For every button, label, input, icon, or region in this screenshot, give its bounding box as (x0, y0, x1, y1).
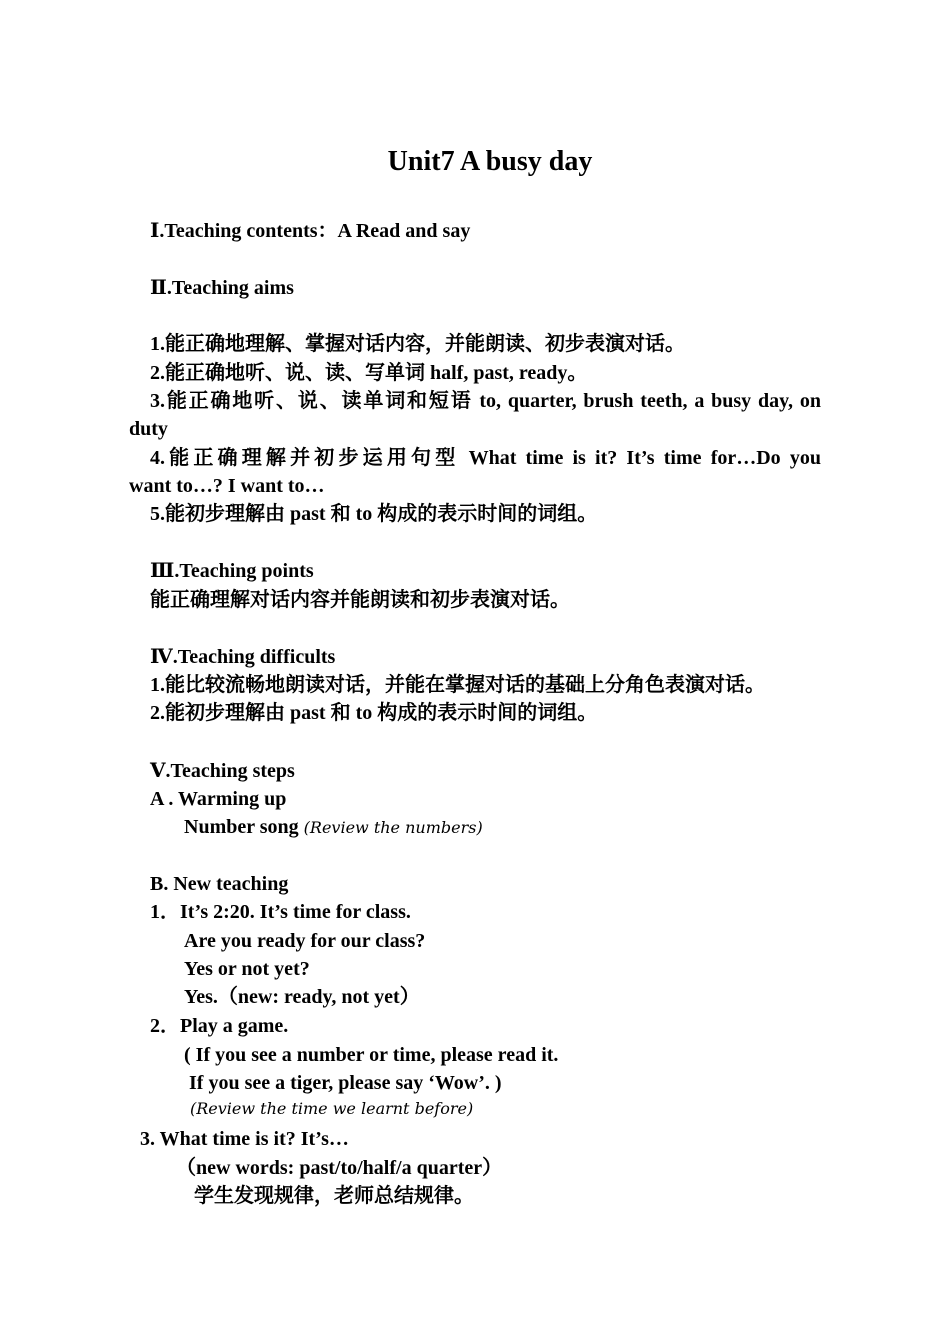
b2-item: 2．Play a game. (150, 1015, 289, 1037)
b3-item: 3. What time is it? It’s… (140, 1128, 349, 1150)
aim-item: 1.能正确地理解、掌握对话内容，并能朗读、初步表演对话。 (150, 333, 685, 355)
aim-item-continued: want to…? I want to… (129, 475, 325, 497)
number-song-line (184, 813, 483, 842)
page-title: Unit7 A busy day (387, 146, 593, 177)
section-teaching-contents: Ⅰ.Teaching contents：A Read and say (150, 220, 471, 242)
section-teaching-aims: Ⅱ.Teaching aims (150, 277, 294, 299)
difficult-item: 2.能初步理解由 past 和 to 构成的表示时间的词组。 (150, 702, 598, 724)
points-text: 能正确理解对话内容并能朗读和初步表演对话。 (150, 589, 570, 611)
b3-item: 学生发现规律，老师总结规律。 (194, 1185, 474, 1207)
section-teaching-difficults: Ⅳ.Teaching difficults (150, 646, 336, 668)
b2-item: ( If you see a number or time, please read it. (184, 1044, 559, 1066)
difficult-item: 1.能比较流畅地朗读对话，并能在掌握对话的基础上分角色表演对话。 (150, 674, 765, 696)
aim-item-continued: duty (129, 418, 168, 440)
aim-item: 5.能初步理解由 past 和 to 构成的表示时间的词组。 (150, 503, 598, 525)
step-a-heading: A . Warming up (150, 788, 287, 810)
number-song-label: Number song (184, 816, 299, 838)
aim-item: 4.能正确理解并初步运用句型 What time is it? It’s time for…Do you (150, 447, 821, 469)
b2-note: (Review the time we learnt before) (190, 1099, 474, 1118)
step-b-heading: B. New teaching (150, 873, 289, 895)
b2-item: If you see a tiger, please say ‘Wow’. ) (189, 1072, 502, 1094)
section-teaching-steps: Ⅴ.Teaching steps (150, 760, 295, 782)
b1-item: Are you ready for our class? (184, 930, 426, 952)
b1-item: Yes.（new: ready, not yet） (184, 986, 420, 1008)
b1-item: Yes or not yet? (184, 958, 310, 980)
aim-item: 3.能正确地听、说、读单词和短语 to, quarter, brush teeth, a busy day, on (150, 390, 821, 412)
b3-item: （new words: past/to/half/a quarter） (176, 1157, 503, 1179)
section-teaching-points: Ⅲ.Teaching points (150, 560, 314, 582)
number-song-note: (Review the numbers) (303, 818, 483, 837)
aim-item: 2.能正确地听、说、读、写单词 half, past, ready。 (150, 362, 588, 384)
b1-item: 1．It’s 2:20. It’s time for class. (150, 901, 411, 923)
